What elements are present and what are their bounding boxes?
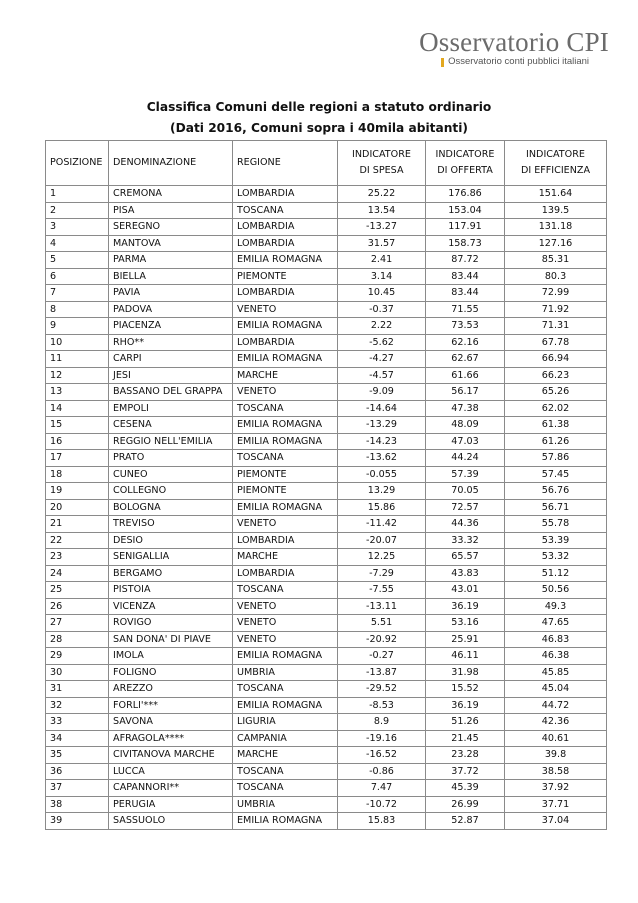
table-row [46,433,607,450]
indicatore-spesa-cell: -4.27 [338,351,426,368]
indicatore-spesa-cell: 15.83 [338,813,426,830]
posizione-cell: 6 [46,268,109,285]
table-body [46,186,607,830]
indicatore-efficienza-cell: 71.31 [505,318,607,335]
header-spesa-line2: DI SPESA [359,165,404,176]
table-row [46,384,607,401]
indicatore-efficienza-cell: 66.23 [505,367,607,384]
posizione-cell: 27 [46,615,109,632]
indicatore-spesa-cell: -8.53 [338,697,426,714]
posizione-cell: 8 [46,301,109,318]
denominazione-cell: PISA [109,202,233,219]
table-row [46,664,607,681]
posizione-cell: 23 [46,549,109,566]
indicatore-efficienza-cell: 49.3 [505,598,607,615]
indicatore-spesa-cell: 3.14 [338,268,426,285]
indicatore-spesa-cell: -13.87 [338,664,426,681]
posizione-cell: 14 [46,400,109,417]
indicatore-efficienza-cell: 37.04 [505,813,607,830]
indicatore-offerta-cell: 83.44 [426,268,505,285]
document-title: Classifica Comuni delle regioni a statuto ordinario [146,100,492,114]
indicatore-efficienza-cell: 80.3 [505,268,607,285]
table-row [46,549,607,566]
denominazione-cell: LUCCA [109,763,233,780]
table-row [46,268,607,285]
denominazione-cell: CARPI [109,351,233,368]
denominazione-cell: CAPANNORI** [109,780,233,797]
indicatore-spesa-cell: 25.22 [338,186,426,203]
posizione-cell: 19 [46,483,109,500]
denominazione-cell: VICENZA [109,598,233,615]
indicatore-efficienza-cell: 40.61 [505,730,607,747]
posizione-cell: 9 [46,318,109,335]
denominazione-cell: MANTOVA [109,235,233,252]
posizione-cell: 17 [46,450,109,467]
regione-cell: EMILIA ROMAGNA [233,351,338,368]
regione-cell: PIEMONTE [233,466,338,483]
denominazione-cell: SEREGNO [109,219,233,236]
regione-cell: LOMBARDIA [233,334,338,351]
indicatore-offerta-cell: 47.03 [426,433,505,450]
indicatore-efficienza-cell: 65.26 [505,384,607,401]
posizione-cell: 39 [46,813,109,830]
header-efficienza-line2: DI EFFICIENZA [520,165,591,176]
header-offerta-line1: INDICATORE [435,149,495,160]
posizione-cell: 22 [46,532,109,549]
indicatore-spesa-cell: 13.29 [338,483,426,500]
regione-cell: TOSCANA [233,202,338,219]
posizione-cell: 11 [46,351,109,368]
posizione-cell: 15 [46,417,109,434]
denominazione-cell: PERUGIA [109,796,233,813]
posizione-cell: 16 [46,433,109,450]
indicatore-spesa-cell: 12.25 [338,549,426,566]
regione-cell: EMILIA ROMAGNA [233,433,338,450]
regione-cell: VENETO [233,384,338,401]
table-row [46,615,607,632]
table-row [46,697,607,714]
regione-cell: TOSCANA [233,450,338,467]
denominazione-cell: JESI [109,367,233,384]
indicatore-offerta-cell: 61.66 [426,367,505,384]
indicatore-efficienza-cell: 151.64 [505,186,607,203]
regione-cell: EMILIA ROMAGNA [233,813,338,830]
denominazione-cell: BERGAMO [109,565,233,582]
table-row [46,813,607,830]
regione-cell: EMILIA ROMAGNA [233,499,338,516]
indicatore-efficienza-cell: 53.39 [505,532,607,549]
indicatore-offerta-cell: 51.26 [426,714,505,731]
denominazione-cell: ROVIGO [109,615,233,632]
indicatore-efficienza-cell: 85.31 [505,252,607,269]
posizione-cell: 7 [46,285,109,302]
regione-cell: VENETO [233,516,338,533]
header-denominazione: DENOMINAZIONE [109,141,233,186]
indicatore-efficienza-cell: 62.02 [505,400,607,417]
header-posizione: POSIZIONE [46,141,109,186]
indicatore-offerta-cell: 37.72 [426,763,505,780]
indicatore-efficienza-cell: 51.12 [505,565,607,582]
indicatore-offerta-cell: 46.11 [426,648,505,665]
indicatore-spesa-cell: -14.64 [338,400,426,417]
osservatorio-cpi-logo [419,28,609,68]
indicatore-offerta-cell: 56.17 [426,384,505,401]
indicatore-offerta-cell: 52.87 [426,813,505,830]
indicatore-offerta-cell: 117.91 [426,219,505,236]
indicatore-efficienza-cell: 39.8 [505,747,607,764]
indicatore-efficienza-cell: 50.56 [505,582,607,599]
denominazione-cell: PRATO [109,450,233,467]
logo-accent-bar-icon [441,58,444,67]
indicatore-spesa-cell: -4.57 [338,367,426,384]
indicatore-efficienza-cell: 37.71 [505,796,607,813]
regione-cell: VENETO [233,631,338,648]
indicatore-spesa-cell: -11.42 [338,516,426,533]
table-row [46,219,607,236]
indicatore-spesa-cell: 8.9 [338,714,426,731]
indicatore-efficienza-cell: 47.65 [505,615,607,632]
indicatore-offerta-cell: 73.53 [426,318,505,335]
indicatore-offerta-cell: 43.01 [426,582,505,599]
indicatore-spesa-cell: -19.16 [338,730,426,747]
indicatore-offerta-cell: 44.36 [426,516,505,533]
regione-cell: UMBRIA [233,664,338,681]
indicatore-offerta-cell: 33.32 [426,532,505,549]
regione-cell: EMILIA ROMAGNA [233,318,338,335]
indicatore-offerta-cell: 21.45 [426,730,505,747]
indicatore-offerta-cell: 23.28 [426,747,505,764]
denominazione-cell: BASSANO DEL GRAPPA [109,384,233,401]
indicatore-efficienza-cell: 46.83 [505,631,607,648]
denominazione-cell: CREMONA [109,186,233,203]
denominazione-cell: BIELLA [109,268,233,285]
regione-cell: EMILIA ROMAGNA [233,417,338,434]
regione-cell: LOMBARDIA [233,285,338,302]
indicatore-spesa-cell: -14.23 [338,433,426,450]
denominazione-cell: EMPOLI [109,400,233,417]
indicatore-offerta-cell: 43.83 [426,565,505,582]
indicatore-efficienza-cell: 61.26 [505,433,607,450]
denominazione-cell: REGGIO NELL'EMILIA [109,433,233,450]
indicatore-spesa-cell: 7.47 [338,780,426,797]
table-row [46,499,607,516]
table-row [46,532,607,549]
header-indicatore-spesa [338,141,426,186]
indicatore-offerta-cell: 65.57 [426,549,505,566]
indicatore-efficienza-cell: 45.04 [505,681,607,698]
indicatore-spesa-cell: -13.62 [338,450,426,467]
indicatore-efficienza-cell: 38.58 [505,763,607,780]
indicatore-offerta-cell: 44.24 [426,450,505,467]
denominazione-cell: CESENA [109,417,233,434]
regione-cell: VENETO [233,615,338,632]
regione-cell: CAMPANIA [233,730,338,747]
table-row [46,334,607,351]
indicatore-spesa-cell: -0.37 [338,301,426,318]
posizione-cell: 37 [46,780,109,797]
indicatore-offerta-cell: 36.19 [426,697,505,714]
posizione-cell: 13 [46,384,109,401]
indicatore-offerta-cell: 26.99 [426,796,505,813]
table-row [46,186,607,203]
regione-cell: EMILIA ROMAGNA [233,252,338,269]
ranking-table [45,140,607,830]
posizione-cell: 34 [46,730,109,747]
logo-subtitle-text: Osservatorio conti pubblici italiani [448,56,590,67]
indicatore-offerta-cell: 57.39 [426,466,505,483]
indicatore-spesa-cell: 10.45 [338,285,426,302]
posizione-cell: 2 [46,202,109,219]
logo-title: Osservatorio CPI [419,27,609,57]
indicatore-efficienza-cell: 61.38 [505,417,607,434]
indicatore-offerta-cell: 15.52 [426,681,505,698]
indicatore-spesa-cell: 31.57 [338,235,426,252]
indicatore-offerta-cell: 176.86 [426,186,505,203]
header-indicatore-offerta [426,141,505,186]
indicatore-spesa-cell: -5.62 [338,334,426,351]
posizione-cell: 25 [46,582,109,599]
indicatore-offerta-cell: 83.44 [426,285,505,302]
regione-cell: TOSCANA [233,763,338,780]
table-row [46,367,607,384]
indicatore-offerta-cell: 47.38 [426,400,505,417]
indicatore-efficienza-cell: 57.45 [505,466,607,483]
indicatore-spesa-cell: -20.92 [338,631,426,648]
denominazione-cell: SENIGALLIA [109,549,233,566]
indicatore-efficienza-cell: 56.76 [505,483,607,500]
table-row [46,516,607,533]
table-row [46,796,607,813]
denominazione-cell: AREZZO [109,681,233,698]
denominazione-cell: SAN DONA' DI PIAVE [109,631,233,648]
denominazione-cell: PADOVA [109,301,233,318]
header-spesa-line1: INDICATORE [352,149,411,160]
table-row [46,730,607,747]
denominazione-cell: DESIO [109,532,233,549]
indicatore-spesa-cell: -0.27 [338,648,426,665]
posizione-cell: 10 [46,334,109,351]
header-efficienza-line1: INDICATORE [526,149,585,160]
posizione-cell: 29 [46,648,109,665]
indicatore-efficienza-cell: 71.92 [505,301,607,318]
regione-cell: EMILIA ROMAGNA [233,648,338,665]
regione-cell: PIEMONTE [233,268,338,285]
posizione-cell: 4 [46,235,109,252]
table-row [46,565,607,582]
posizione-cell: 38 [46,796,109,813]
denominazione-cell: PISTOIA [109,582,233,599]
regione-cell: TOSCANA [233,582,338,599]
indicatore-spesa-cell: -29.52 [338,681,426,698]
denominazione-cell: CIVITANOVA MARCHE [109,747,233,764]
regione-cell: LIGURIA [233,714,338,731]
denominazione-cell: BOLOGNA [109,499,233,516]
regione-cell: LOMBARDIA [233,235,338,252]
table-row [46,318,607,335]
posizione-cell: 36 [46,763,109,780]
table-row [46,582,607,599]
regione-cell: LOMBARDIA [233,186,338,203]
indicatore-spesa-cell: -9.09 [338,384,426,401]
table-row [46,747,607,764]
indicatore-offerta-cell: 36.19 [426,598,505,615]
regione-cell: PIEMONTE [233,483,338,500]
posizione-cell: 32 [46,697,109,714]
posizione-cell: 21 [46,516,109,533]
denominazione-cell: TREVISO [109,516,233,533]
denominazione-cell: COLLEGNO [109,483,233,500]
header-indicatore-efficienza [505,141,607,186]
regione-cell: LOMBARDIA [233,565,338,582]
denominazione-cell: AFRAGOLA**** [109,730,233,747]
indicatore-spesa-cell: 2.22 [338,318,426,335]
indicatore-efficienza-cell: 45.85 [505,664,607,681]
denominazione-cell: PARMA [109,252,233,269]
denominazione-cell: PIACENZA [109,318,233,335]
denominazione-cell: PAVIA [109,285,233,302]
indicatore-offerta-cell: 62.16 [426,334,505,351]
logo-subtitle [441,56,609,68]
table-row [46,450,607,467]
indicatore-spesa-cell: -7.55 [338,582,426,599]
indicatore-spesa-cell: -13.27 [338,219,426,236]
indicatore-efficienza-cell: 57.86 [505,450,607,467]
indicatore-offerta-cell: 48.09 [426,417,505,434]
indicatore-spesa-cell: 13.54 [338,202,426,219]
indicatore-offerta-cell: 87.72 [426,252,505,269]
denominazione-cell: SASSUOLO [109,813,233,830]
header-regione: REGIONE [233,141,338,186]
posizione-cell: 5 [46,252,109,269]
regione-cell: VENETO [233,301,338,318]
table-row [46,285,607,302]
indicatore-efficienza-cell: 55.78 [505,516,607,533]
table-row [46,417,607,434]
denominazione-cell: SAVONA [109,714,233,731]
indicatore-offerta-cell: 71.55 [426,301,505,318]
indicatore-efficienza-cell: 42.36 [505,714,607,731]
indicatore-efficienza-cell: 56.71 [505,499,607,516]
posizione-cell: 12 [46,367,109,384]
denominazione-cell: IMOLA [109,648,233,665]
indicatore-efficienza-cell: 44.72 [505,697,607,714]
indicatore-spesa-cell: -10.72 [338,796,426,813]
regione-cell: TOSCANA [233,780,338,797]
indicatore-efficienza-cell: 131.18 [505,219,607,236]
denominazione-cell: FORLI'*** [109,697,233,714]
table-row [46,598,607,615]
indicatore-efficienza-cell: 46.38 [505,648,607,665]
denominazione-cell: FOLIGNO [109,664,233,681]
indicatore-offerta-cell: 153.04 [426,202,505,219]
posizione-cell: 26 [46,598,109,615]
posizione-cell: 31 [46,681,109,698]
indicatore-spesa-cell: -7.29 [338,565,426,582]
indicatore-spesa-cell: -13.29 [338,417,426,434]
indicatore-spesa-cell: -16.52 [338,747,426,764]
indicatore-spesa-cell: -13.11 [338,598,426,615]
indicatore-efficienza-cell: 67.78 [505,334,607,351]
regione-cell: LOMBARDIA [233,532,338,549]
regione-cell: TOSCANA [233,400,338,417]
indicatore-offerta-cell: 72.57 [426,499,505,516]
regione-cell: TOSCANA [233,681,338,698]
table-row [46,466,607,483]
indicatore-efficienza-cell: 53.32 [505,549,607,566]
indicatore-spesa-cell: 5.51 [338,615,426,632]
posizione-cell: 3 [46,219,109,236]
table-row [46,301,607,318]
table-row [46,780,607,797]
table-row [46,648,607,665]
indicatore-spesa-cell: 2.41 [338,252,426,269]
posizione-cell: 33 [46,714,109,731]
posizione-cell: 28 [46,631,109,648]
posizione-cell: 1 [46,186,109,203]
indicatore-offerta-cell: 25.91 [426,631,505,648]
posizione-cell: 35 [46,747,109,764]
table-row [46,252,607,269]
indicatore-efficienza-cell: 127.16 [505,235,607,252]
table-row [46,351,607,368]
regione-cell: MARCHE [233,367,338,384]
indicatore-spesa-cell: -0.86 [338,763,426,780]
indicatore-efficienza-cell: 139.5 [505,202,607,219]
table-row [46,202,607,219]
table-row [46,714,607,731]
indicatore-efficienza-cell: 72.99 [505,285,607,302]
indicatore-offerta-cell: 158.73 [426,235,505,252]
table-row [46,483,607,500]
table-header-row [46,141,607,186]
posizione-cell: 30 [46,664,109,681]
regione-cell: MARCHE [233,747,338,764]
indicatore-offerta-cell: 53.16 [426,615,505,632]
indicatore-offerta-cell: 45.39 [426,780,505,797]
table-row [46,763,607,780]
indicatore-efficienza-cell: 37.92 [505,780,607,797]
indicatore-spesa-cell: -20.07 [338,532,426,549]
regione-cell: MARCHE [233,549,338,566]
indicatore-offerta-cell: 62.67 [426,351,505,368]
regione-cell: EMILIA ROMAGNA [233,697,338,714]
indicatore-offerta-cell: 31.98 [426,664,505,681]
indicatore-efficienza-cell: 66.94 [505,351,607,368]
indicatore-spesa-cell: 15.86 [338,499,426,516]
denominazione-cell: RHO** [109,334,233,351]
indicatore-offerta-cell: 70.05 [426,483,505,500]
table-row [46,400,607,417]
regione-cell: UMBRIA [233,796,338,813]
table-row [46,631,607,648]
table-row [46,235,607,252]
posizione-cell: 20 [46,499,109,516]
posizione-cell: 24 [46,565,109,582]
header-offerta-line2: DI OFFERTA [437,165,493,176]
document-subtitle: (Dati 2016, Comuni sopra i 40mila abitanti) [170,121,468,135]
regione-cell: VENETO [233,598,338,615]
indicatore-spesa-cell: -0.055 [338,466,426,483]
denominazione-cell: CUNEO [109,466,233,483]
posizione-cell: 18 [46,466,109,483]
regione-cell: LOMBARDIA [233,219,338,236]
table-row [46,681,607,698]
